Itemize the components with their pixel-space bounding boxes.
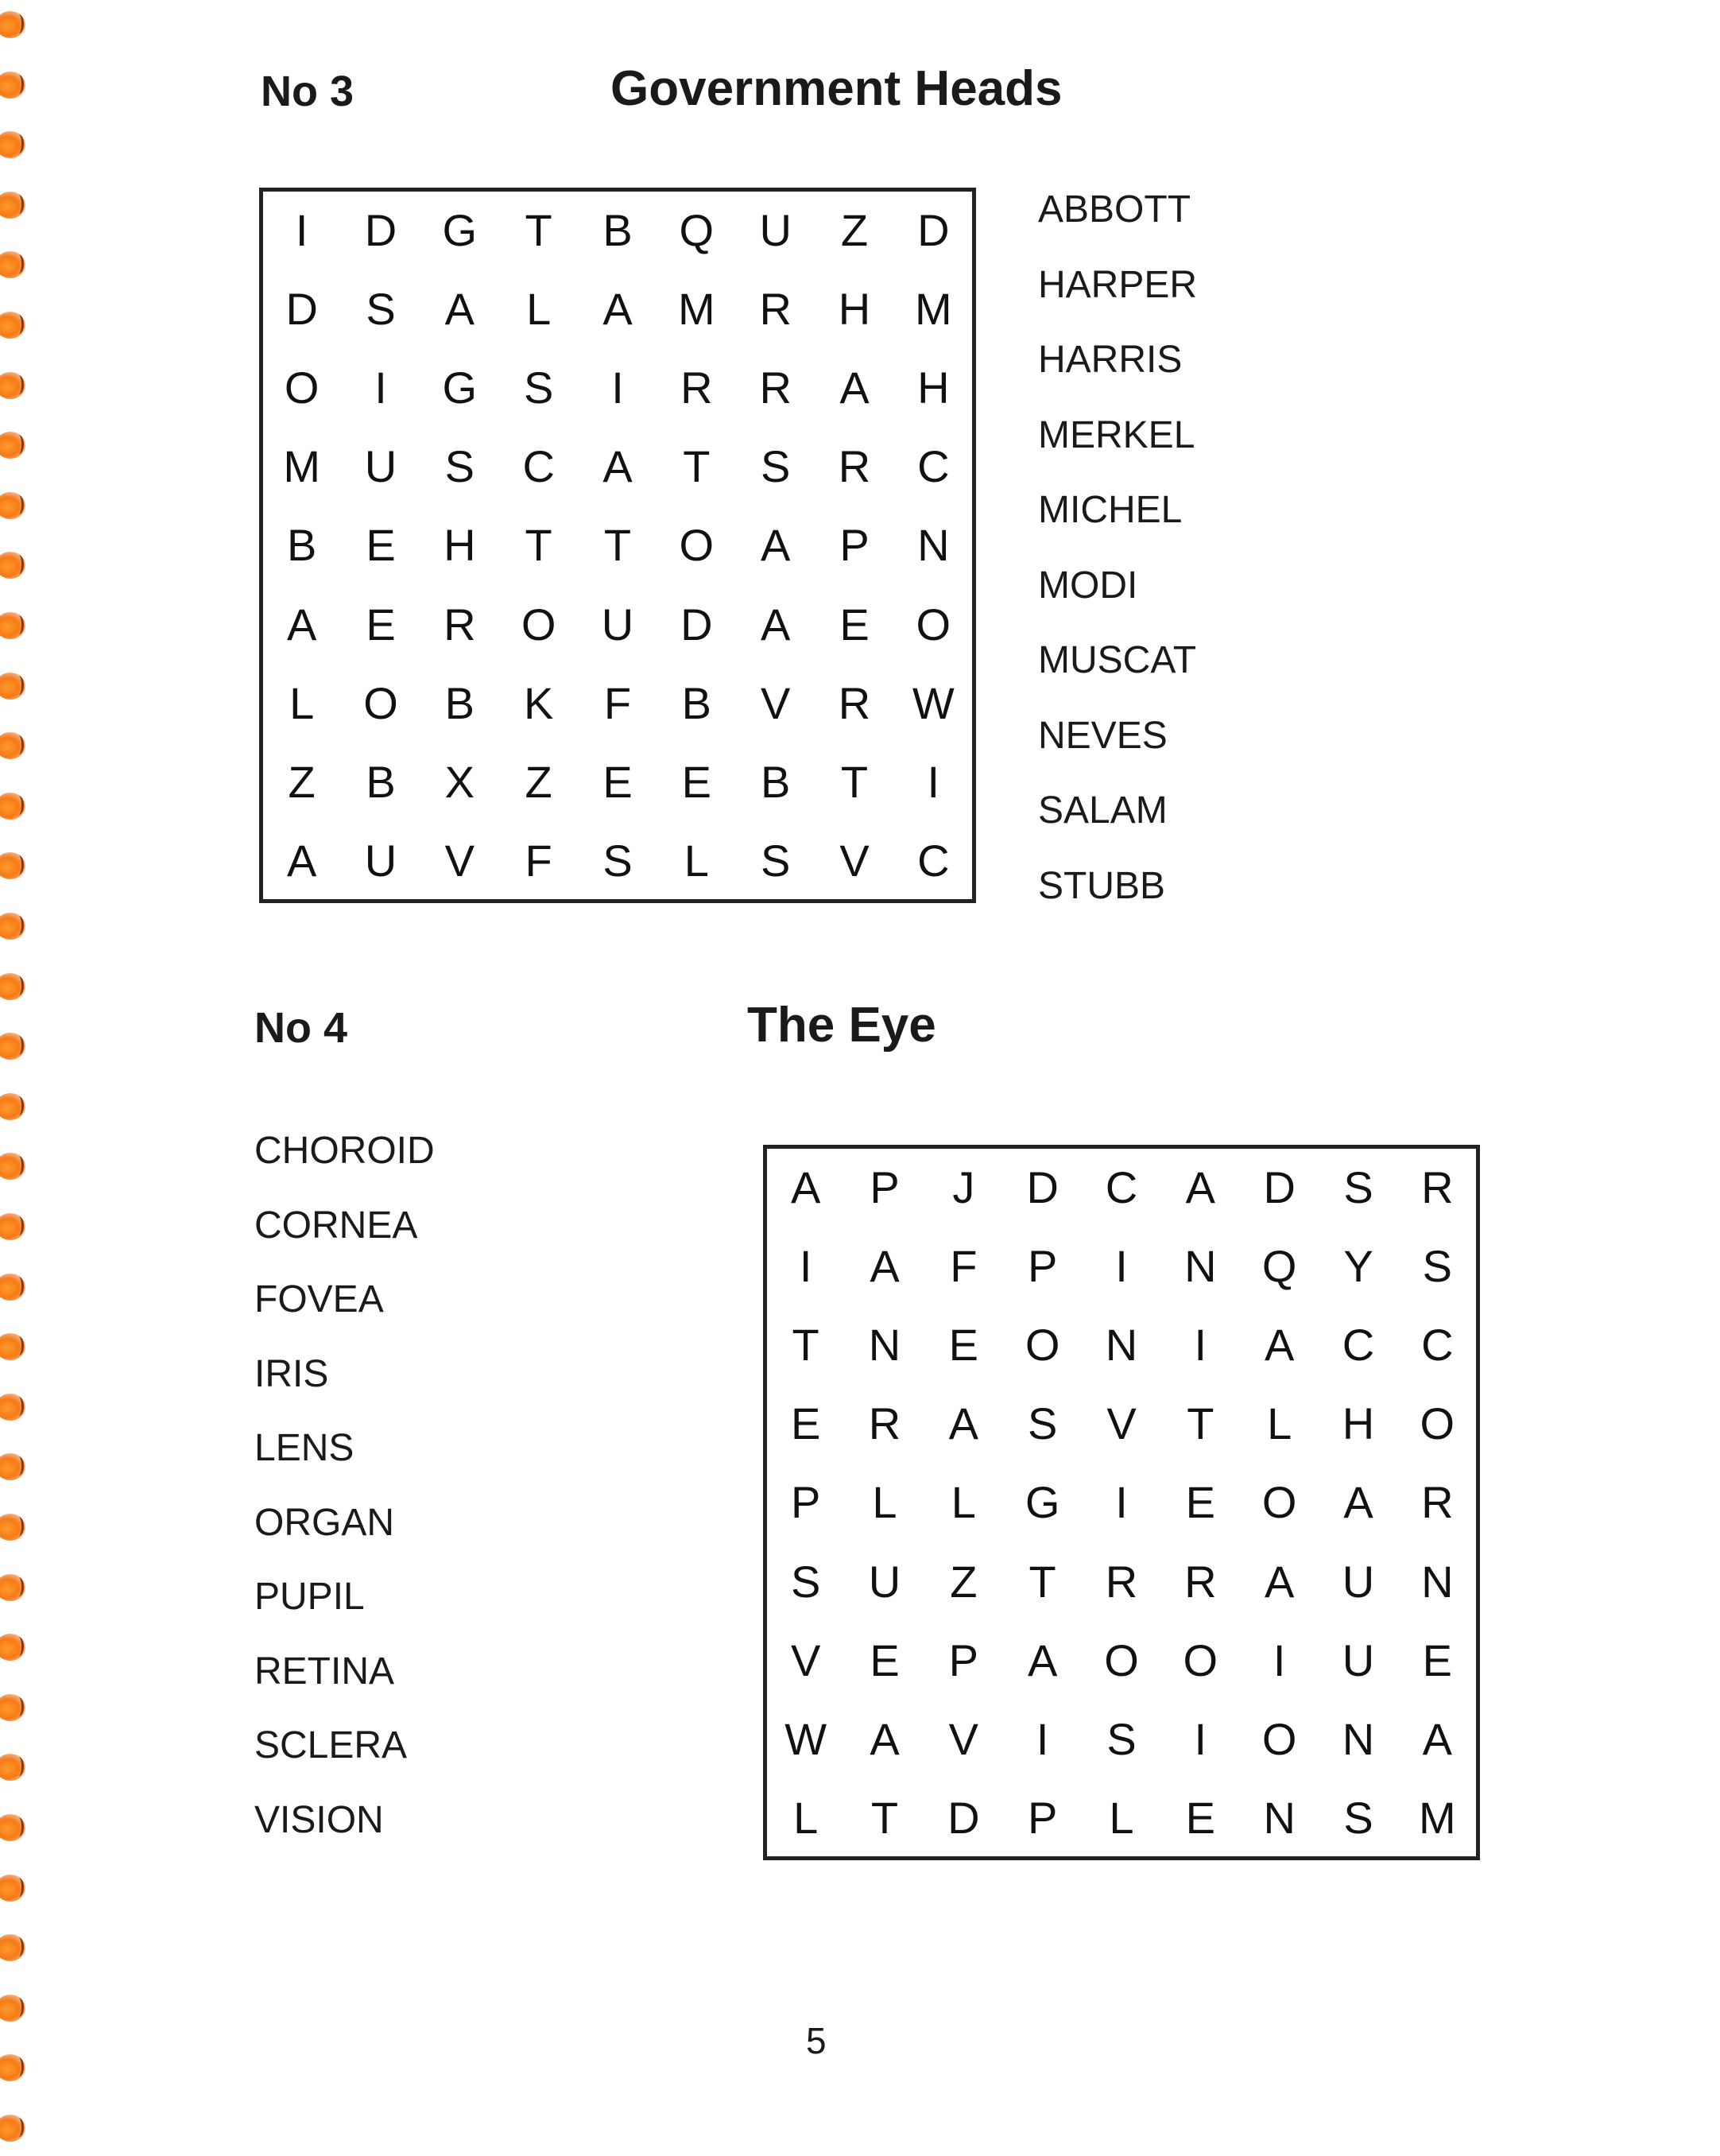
grid-cell: S	[602, 835, 633, 886]
puzzle-3-number: No 3	[261, 68, 354, 115]
puzzle-3-letter-grid	[262, 191, 973, 900]
grid-cell: R	[759, 363, 792, 413]
grid-cell: C	[1342, 1320, 1375, 1371]
grid-cell: M	[1419, 1792, 1456, 1843]
grid-cell: M	[283, 441, 320, 492]
spiral-ring-icon	[0, 852, 25, 879]
grid-cell: A	[760, 599, 791, 650]
grid-cell: S	[366, 284, 396, 335]
word-list-item: STUBB	[1038, 864, 1166, 907]
grid-cell: C	[917, 441, 950, 492]
spiral-ring-icon	[0, 1694, 25, 1721]
grid-cell: P	[790, 1477, 821, 1528]
grid-cell: I	[1115, 1477, 1128, 1528]
grid-cell: Z	[840, 205, 869, 256]
grid-cell: T	[525, 520, 552, 571]
puzzle-4-number: No 4	[254, 1004, 348, 1052]
grid-cell: A	[1027, 1634, 1058, 1685]
grid-cell: R	[1105, 1556, 1138, 1607]
grid-cell: R	[868, 1398, 901, 1449]
grid-cell: A	[602, 441, 633, 492]
spiral-ring-icon	[0, 1634, 25, 1661]
grid-cell: O	[1104, 1634, 1139, 1685]
spiral-ring-icon	[0, 552, 25, 579]
grid-cell: D	[680, 599, 713, 650]
word-list-item: IRIS	[254, 1352, 329, 1395]
grid-cell: I	[927, 756, 940, 807]
grid-cell: L	[872, 1477, 897, 1528]
grid-cell: M	[915, 284, 952, 335]
grid-cell: L	[951, 1477, 976, 1528]
spiral-ring-icon	[0, 251, 25, 278]
grid-cell: O	[1261, 1477, 1297, 1528]
grid-cell: T	[603, 520, 632, 571]
word-list-item: HARRIS	[1038, 339, 1183, 381]
grid-cell: C	[1421, 1320, 1454, 1371]
grid-cell: D	[285, 284, 318, 335]
grid-cell: N	[1184, 1241, 1217, 1292]
grid-cell: E	[366, 599, 396, 650]
grid-cell: Z	[950, 1556, 978, 1607]
spiral-ring-icon	[0, 1934, 25, 1961]
grid-cell: D	[1026, 1162, 1059, 1213]
grid-cell: B	[444, 677, 475, 728]
puzzle-4-letter-grid	[766, 1148, 1477, 1857]
grid-cell: I	[1194, 1713, 1207, 1764]
grid-cell: A	[760, 520, 791, 571]
grid-cell: I	[1273, 1634, 1286, 1685]
spiral-ring-icon	[0, 2054, 25, 2081]
spiral-ring-icon	[0, 492, 25, 519]
grid-cell: A	[286, 835, 317, 886]
grid-cell: R	[1421, 1162, 1454, 1213]
grid-cell: U	[1342, 1634, 1375, 1685]
grid-cell: O	[284, 363, 320, 413]
grid-cell: I	[1194, 1320, 1207, 1371]
spiral-ring-icon	[0, 793, 25, 820]
grid-cell: O	[679, 520, 715, 571]
grid-cell: P	[1027, 1241, 1058, 1292]
grid-cell: W	[912, 677, 955, 728]
grid-cell: I	[611, 363, 624, 413]
spiral-ring-icon	[0, 1394, 25, 1421]
grid-cell: S	[1422, 1241, 1452, 1292]
word-list-item: MODI	[1038, 564, 1138, 607]
grid-cell: S	[1343, 1162, 1373, 1213]
grid-cell: H	[1342, 1398, 1375, 1449]
spiral-ring-icon	[0, 1213, 25, 1240]
puzzle-4-title: The Eye	[747, 998, 936, 1053]
grid-cell: P	[839, 520, 870, 571]
grid-cell: B	[760, 756, 791, 807]
grid-cell: C	[917, 835, 950, 886]
grid-cell: I	[1036, 1713, 1049, 1764]
grid-cell: P	[1027, 1792, 1058, 1843]
spiral-ring-icon	[0, 11, 25, 38]
grid-cell: S	[760, 441, 791, 492]
grid-cell: O	[1420, 1398, 1455, 1449]
grid-cell: G	[442, 205, 478, 256]
spiral-ring-icon	[0, 1093, 25, 1120]
spiral-ring-icon	[0, 312, 25, 339]
grid-cell: I	[295, 205, 308, 256]
spiral-ring-icon	[0, 612, 25, 639]
grid-cell: V	[839, 835, 870, 886]
grid-cell: T	[1187, 1398, 1214, 1449]
grid-cell: T	[792, 1320, 819, 1371]
word-list-item: ORGAN	[254, 1501, 395, 1544]
spiral-ring-icon	[0, 192, 25, 219]
grid-cell: R	[680, 363, 713, 413]
grid-cell: S	[1027, 1398, 1058, 1449]
grid-cell: R	[1421, 1477, 1454, 1528]
grid-cell: U	[868, 1556, 901, 1607]
grid-cell: E	[790, 1398, 821, 1449]
grid-cell: S	[790, 1556, 821, 1607]
grid-cell: F	[525, 835, 552, 886]
spiral-ring-icon	[0, 131, 25, 158]
grid-cell: T	[840, 756, 869, 807]
grid-cell: U	[364, 835, 397, 886]
grid-cell: A	[1422, 1713, 1452, 1764]
grid-cell: K	[523, 677, 554, 728]
grid-cell: T	[1029, 1556, 1056, 1607]
grid-cell: A	[839, 363, 870, 413]
grid-cell: I	[374, 363, 387, 413]
grid-cell: I	[1115, 1241, 1128, 1292]
word-list-item: PUPIL	[254, 1576, 365, 1618]
grid-cell: A	[1185, 1162, 1215, 1213]
spiral-ring-icon	[0, 1333, 25, 1360]
spiral-ring-icon	[0, 1875, 25, 1902]
spiral-ring-icon	[0, 732, 25, 759]
puzzle-3-title: Government Heads	[610, 61, 1063, 116]
word-list-item: RETINA	[254, 1650, 395, 1693]
grid-cell: N	[1263, 1792, 1296, 1843]
grid-cell: J	[952, 1162, 975, 1213]
word-list-item: SALAM	[1038, 789, 1168, 832]
grid-cell: B	[366, 756, 396, 807]
grid-cell: S	[444, 441, 475, 492]
grid-cell: S	[1343, 1792, 1373, 1843]
word-list-item: CHOROID	[254, 1130, 435, 1172]
word-list-item: VISION	[254, 1798, 384, 1841]
grid-cell: P	[948, 1634, 978, 1685]
grid-cell: E	[948, 1320, 978, 1371]
grid-cell: A	[444, 284, 475, 335]
grid-cell: B	[286, 520, 317, 571]
grid-cell: G	[1025, 1477, 1060, 1528]
grid-cell: O	[521, 599, 556, 650]
grid-cell: R	[838, 441, 871, 492]
grid-cell: N	[917, 520, 950, 571]
grid-cell: N	[868, 1320, 901, 1371]
grid-cell: C	[1105, 1162, 1138, 1213]
grid-cell: X	[444, 756, 475, 807]
grid-cell: E	[602, 756, 633, 807]
grid-cell: Z	[525, 756, 552, 807]
grid-cell: D	[364, 205, 397, 256]
grid-cell: E	[870, 1634, 900, 1685]
grid-cell: A	[948, 1398, 978, 1449]
grid-cell: Z	[288, 756, 316, 807]
spiral-ring-icon	[0, 432, 25, 459]
spiral-ring-icon	[0, 1995, 25, 2022]
grid-cell: O	[1025, 1320, 1060, 1371]
grid-cell: N	[1105, 1320, 1138, 1371]
grid-cell: L	[793, 1792, 819, 1843]
spiral-ring-icon	[0, 1814, 25, 1841]
grid-cell: V	[790, 1634, 821, 1685]
grid-cell: S	[523, 363, 554, 413]
grid-cell: L	[1267, 1398, 1292, 1449]
grid-cell: S	[760, 835, 791, 886]
grid-cell: D	[917, 205, 950, 256]
grid-cell: N	[1342, 1713, 1375, 1764]
grid-cell: W	[784, 1713, 827, 1764]
grid-cell: U	[759, 205, 792, 256]
grid-cell: E	[1422, 1634, 1452, 1685]
spiral-ring-icon	[0, 1574, 25, 1601]
grid-cell: P	[870, 1162, 900, 1213]
grid-cell: V	[948, 1713, 978, 1764]
grid-cell: N	[1421, 1556, 1454, 1607]
grid-cell: R	[759, 284, 792, 335]
grid-cell: V	[444, 835, 475, 886]
grid-cell: F	[950, 1241, 978, 1292]
grid-cell: E	[681, 756, 711, 807]
grid-cell: E	[366, 520, 396, 571]
grid-cell: A	[1343, 1477, 1373, 1528]
grid-cell: Q	[1261, 1241, 1297, 1292]
word-list-item: HARPER	[1038, 263, 1198, 306]
grid-cell: D	[947, 1792, 980, 1843]
grid-cell: U	[1342, 1556, 1375, 1607]
grid-cell: L	[289, 677, 315, 728]
grid-cell: A	[870, 1713, 900, 1764]
grid-cell: O	[916, 599, 951, 650]
spiral-ring-icon	[0, 372, 25, 399]
grid-cell: H	[838, 284, 871, 335]
spiral-ring-icon	[0, 1514, 25, 1541]
spiral-ring-icon	[0, 1274, 25, 1301]
spiral-ring-icon	[0, 1033, 25, 1060]
spiral-ring-icon	[0, 973, 25, 1000]
grid-cell: A	[1264, 1556, 1295, 1607]
grid-cell: A	[870, 1241, 900, 1292]
word-list-item: FOVEA	[254, 1278, 384, 1320]
grid-cell: G	[442, 363, 478, 413]
grid-cell: F	[603, 677, 632, 728]
grid-cell: U	[364, 441, 397, 492]
grid-cell: S	[1106, 1713, 1137, 1764]
grid-cell: M	[678, 284, 715, 335]
grid-cell: U	[601, 599, 634, 650]
grid-cell: L	[1109, 1792, 1134, 1843]
grid-cell: V	[760, 677, 791, 728]
grid-cell: Q	[679, 205, 715, 256]
word-list-item: NEVES	[1038, 714, 1168, 757]
grid-cell: R	[838, 677, 871, 728]
grid-cell: Y	[1343, 1241, 1373, 1292]
grid-cell: L	[526, 284, 552, 335]
grid-cell: L	[684, 835, 709, 886]
word-list-item: MUSCAT	[1038, 639, 1197, 681]
grid-cell: O	[363, 677, 398, 728]
grid-cell: T	[525, 205, 552, 256]
spiral-binding	[0, 0, 35, 2156]
grid-cell: O	[1261, 1713, 1297, 1764]
grid-cell: H	[444, 520, 476, 571]
spiral-ring-icon	[0, 913, 25, 940]
grid-cell: E	[1185, 1477, 1215, 1528]
spiral-ring-icon	[0, 673, 25, 700]
grid-cell: B	[602, 205, 633, 256]
grid-cell: A	[286, 599, 317, 650]
spiral-ring-icon	[0, 72, 25, 99]
word-list-item: LENS	[254, 1427, 354, 1469]
page-number: 5	[806, 2020, 827, 2061]
grid-cell: R	[1184, 1556, 1217, 1607]
word-list-item: ABBOTT	[1038, 188, 1191, 231]
grid-cell: T	[683, 441, 711, 492]
word-list-item: CORNEA	[254, 1204, 418, 1247]
word-list-item: MICHEL	[1038, 489, 1183, 531]
spiral-ring-icon	[0, 1754, 25, 1781]
grid-cell: A	[602, 284, 633, 335]
spiral-ring-icon	[0, 1153, 25, 1180]
grid-cell: E	[1185, 1792, 1215, 1843]
grid-cell: R	[444, 599, 476, 650]
grid-cell: C	[522, 441, 555, 492]
grid-cell: H	[917, 363, 950, 413]
grid-cell: E	[839, 599, 870, 650]
grid-cell: T	[870, 1792, 899, 1843]
spiral-ring-icon	[0, 2115, 25, 2142]
grid-cell: A	[790, 1162, 821, 1213]
grid-cell: I	[799, 1241, 812, 1292]
grid-cell: B	[681, 677, 711, 728]
grid-cell: D	[1263, 1162, 1296, 1213]
spiral-ring-icon	[0, 1453, 25, 1480]
grid-cell: V	[1106, 1398, 1137, 1449]
grid-cell: O	[1183, 1634, 1218, 1685]
grid-cell: A	[1264, 1320, 1295, 1371]
word-list-item: MERKEL	[1038, 413, 1195, 456]
word-list-item: SCLERA	[254, 1724, 408, 1766]
